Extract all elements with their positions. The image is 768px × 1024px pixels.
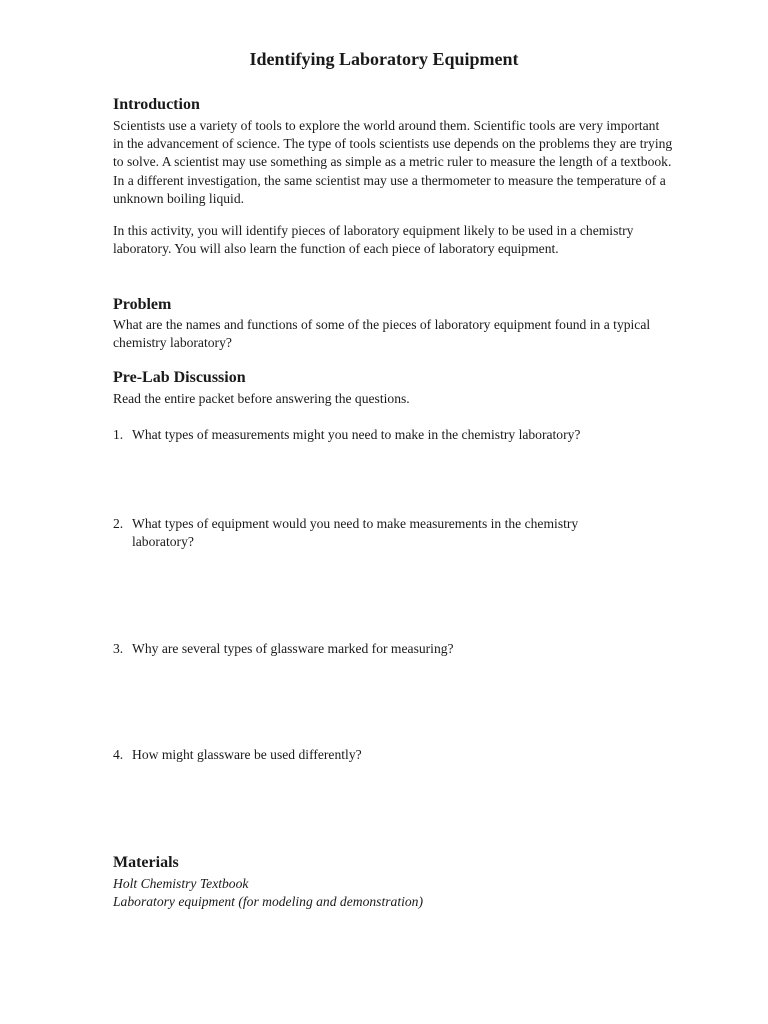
question-number: 3.: [113, 641, 124, 656]
question-4: [113, 746, 673, 764]
introduction-paragraph-2: In this activity, you will identify pieces of laboratory equipment likely to be used in a chemistry laboratory. You will also learn the function of each piece of laboratory equipment.: [113, 223, 634, 257]
introduction-paragraph-1: Scientists use a variety of tools to explore the world around them. Scientific tools are very important in the advancement of science. The type of tools scientists use depends on the problems they are trying to solve. A scientist may use something as simple as a metric ruler to measure the length of a textbook. In a different investigation, the same scientist may use a thermometer to measure the temperature of a unknown boiling liquid.: [113, 118, 673, 206]
question-2: [113, 515, 673, 551]
question-3: [113, 640, 673, 658]
question-text: How might glassware be used differently?: [132, 747, 362, 762]
question-text: What types of equipment would you need to make measurements in the chemistry laboratory?: [132, 516, 579, 550]
prelab-heading: Pre-Lab Discussion: [113, 369, 246, 386]
introduction-heading: Introduction: [113, 96, 200, 113]
materials-item-1: Holt Chemistry Textbook: [113, 876, 249, 891]
question-text: Why are several types of glassware marked for measuring?: [132, 641, 454, 656]
materials-heading: Materials: [113, 854, 179, 871]
materials-item-2: Laboratory equipment (for modeling and demonstration): [113, 894, 423, 909]
page-title: Identifying Laboratory Equipment: [249, 49, 519, 69]
prelab-instruction: Read the entire packet before answering the questions.: [113, 391, 410, 406]
question-1: [113, 426, 673, 444]
question-text: What types of measurements might you need to make in the chemistry laboratory?: [132, 427, 581, 442]
problem-text: What are the names and functions of some of the pieces of laboratory equipment found in a typical chemistry laboratory?: [113, 317, 651, 351]
question-number: 1.: [113, 427, 124, 442]
question-number: 4.: [113, 747, 124, 762]
question-number: 2.: [113, 516, 124, 531]
problem-heading: Problem: [113, 296, 172, 313]
